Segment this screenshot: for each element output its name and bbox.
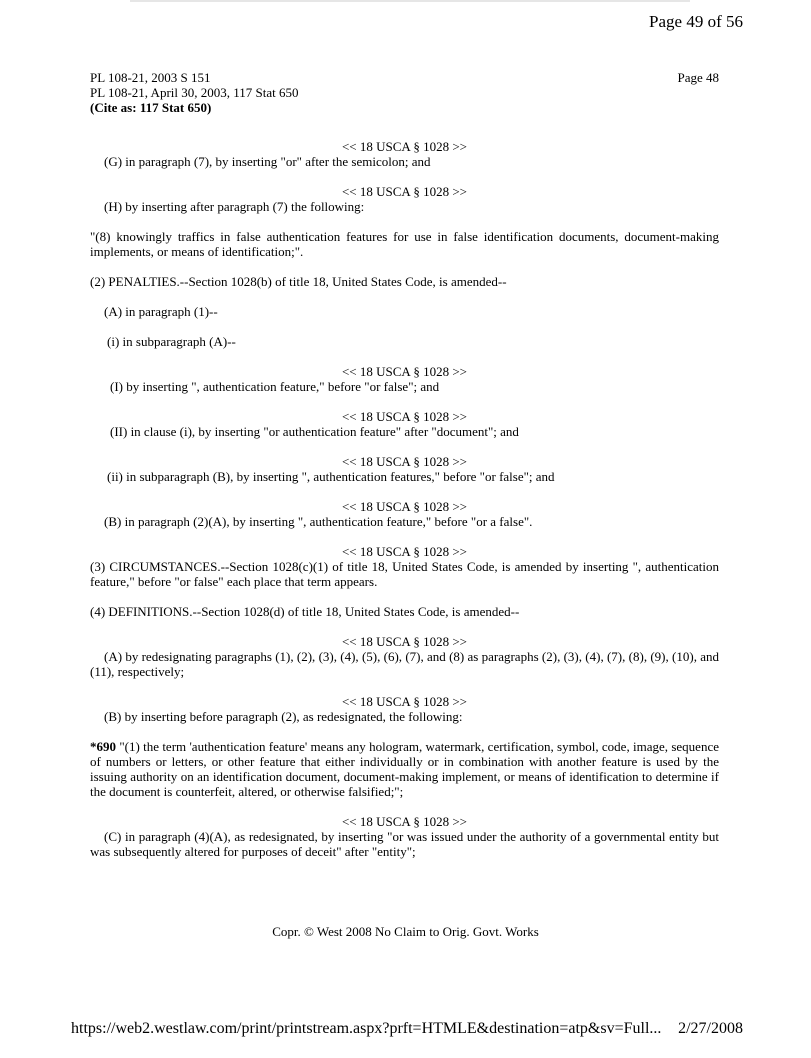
paragraph-a-redesignate: (A) by redesignating paragraphs (1), (2), (3), (4), (5), (6), (7), and (8) as paragraphs (2), (3), (4), (7), (8), (9), (10), and (11), respectively; (90, 649, 719, 679)
section-ref: << 18 USCA § 1028 >> (341, 364, 468, 379)
star-page-marker: *690 (90, 739, 116, 754)
paragraph-8: "(8) knowingly traffics in false authentication features for use in false identification documents, document-making implements, or means of identification;". (90, 229, 719, 259)
section-ref: << 18 USCA § 1028 >> (341, 634, 468, 649)
definition-text: "(1) the term 'authentication feature' means any hologram, watermark, certification, symbol, code, image, sequence of numbers or letters, or other feature that either individually or in combination with another feature is used by the issuing authority on an identification document, document-making implement, or means of identification to determine if the document is counterfeit, altered, or otherwise falsified;"; (90, 739, 719, 799)
header-line-2: PL 108-21, April 30, 2003, 117 Stat 650 (90, 85, 299, 100)
section-ref: << 18 USCA § 1028 >> (341, 814, 468, 829)
paragraph-b: (B) in paragraph (2)(A), by inserting ", authentication feature," before "or a false". (104, 514, 533, 529)
citation-line: (Cite as: 117 Stat 650) (90, 100, 212, 115)
paragraph-definitions: (4) DEFINITIONS.--Section 1028(d) of title 18, United States Code, is amended-- (90, 604, 520, 619)
page-indicator: Page 49 of 56 (649, 12, 743, 31)
paragraph-penalties: (2) PENALTIES.--Section 1028(b) of title 18, United States Code, is amended-- (90, 274, 507, 289)
paragraph-i-sub: (i) in subparagraph (A)-- (107, 334, 236, 349)
paragraph-c: (C) in paragraph (4)(A), as redesignated, by inserting "or was issued under the authority of a governmental entity but was subsequently altered for purposes of deceit" after "entity"; (90, 829, 719, 859)
header-page-number: Page 48 (677, 70, 719, 85)
footer-date: 2/27/2008 (678, 1020, 743, 1037)
scan-artifact-line (130, 0, 690, 2)
document-header (90, 70, 298, 115)
paragraph-circumstances: (3) CIRCUMSTANCES.--Section 1028(c)(1) of title 18, United States Code, is amended by inserting ", authentication feature," before "or false" each place that term appears. (90, 559, 719, 589)
paragraph-cap-ii: (II) in clause (i), by inserting "or authentication feature" after "document"; and (110, 424, 519, 439)
paragraph-g: (G) in paragraph (7), by inserting "or" after the semicolon; and (104, 154, 431, 169)
document-body (90, 139, 719, 859)
section-ref: << 18 USCA § 1028 >> (341, 499, 468, 514)
header-line-1: PL 108-21, 2003 S 151 (90, 70, 211, 85)
paragraph-h: (H) by inserting after paragraph (7) the following: (104, 199, 365, 214)
section-ref: << 18 USCA § 1028 >> (341, 694, 468, 709)
section-ref: << 18 USCA § 1028 >> (341, 454, 468, 469)
paragraph-cap-i: (I) by inserting ", authentication feature," before "or false"; and (110, 379, 440, 394)
section-ref: << 18 USCA § 1028 >> (341, 409, 468, 424)
section-ref: << 18 USCA § 1028 >> (341, 184, 468, 199)
copyright-notice: Copr. © West 2008 No Claim to Orig. Govt. Works (272, 924, 539, 939)
footer-url: https://web2.westlaw.com/print/printstream.aspx?prft=HTMLE&destination=atp&sv=Full... (71, 1020, 662, 1037)
definition-authentication-feature (90, 739, 719, 799)
paragraph-b-insert: (B) by inserting before paragraph (2), as redesignated, the following: (104, 709, 463, 724)
section-ref: << 18 USCA § 1028 >> (341, 544, 468, 559)
paragraph-a1: (A) in paragraph (1)-- (104, 304, 218, 319)
paragraph-ii-sub: (ii) in subparagraph (B), by inserting ", authentication features," before "or false"; and (107, 469, 555, 484)
section-ref: << 18 USCA § 1028 >> (341, 139, 468, 154)
